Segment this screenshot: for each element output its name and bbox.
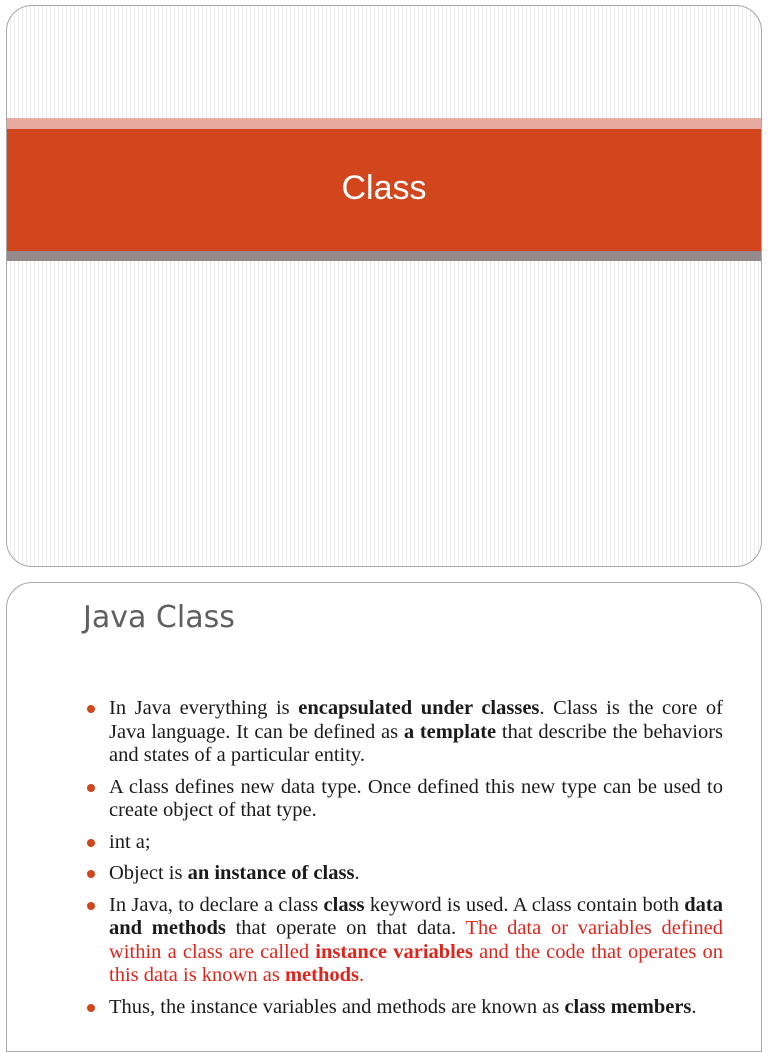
bullet-list — [87, 697, 723, 1027]
bullet-dot-icon — [87, 784, 95, 792]
bold-text: class — [323, 893, 365, 916]
bullet-item — [87, 894, 723, 988]
bold-text: instance variables — [315, 940, 473, 963]
bullet-dot-icon — [87, 839, 95, 847]
bullet-item — [87, 996, 723, 1020]
text-segment: keyword is used. A class contain both — [364, 893, 685, 916]
text-segment: A class defines new data type. Once defined this new type can be used to create object of that type. — [109, 775, 723, 821]
title-slide — [6, 5, 762, 567]
title-band-bottom-stripe — [7, 251, 761, 261]
slide-title: Class — [341, 168, 427, 207]
bullet-item — [87, 862, 723, 886]
bullet-item — [87, 831, 723, 855]
text-segment: The data or variables defined within a class are called — [109, 917, 723, 963]
slide-heading: Java Class — [83, 600, 235, 635]
content-slide — [6, 582, 762, 1052]
bullet-dot-icon — [87, 1004, 95, 1012]
bold-text: data and methods — [109, 893, 723, 939]
bold-text: encapsulated under classes — [298, 697, 540, 719]
bold-text: a template — [403, 720, 497, 743]
bold-text: an instance of class — [187, 862, 355, 884]
bold-text: methods — [284, 964, 359, 986]
text-segment: In Java everything is — [109, 697, 299, 719]
text-segment: . — [691, 995, 697, 1018]
text-segment: that operate on that data. — [225, 917, 466, 939]
text-segment: and the code that operates on this data is known as — [109, 940, 723, 986]
text-segment: int a; — [109, 830, 151, 853]
text-segment: . Class is the core of Java language. It can be defined as — [109, 697, 724, 743]
bullet-item — [87, 776, 723, 823]
text-segment: that describe the behaviors and states of a particular entity. — [109, 720, 723, 766]
bullet-dot-icon — [87, 705, 95, 713]
title-band-top-stripe — [7, 118, 761, 129]
bullet-dot-icon — [87, 902, 95, 910]
bullet-dot-icon — [87, 870, 95, 878]
text-segment: . — [359, 964, 365, 986]
text-segment: . — [354, 862, 360, 884]
text-segment: Thus, the instance variables and methods are known as — [109, 995, 565, 1018]
text-segment: Object is — [109, 862, 188, 884]
bold-text: class members — [564, 995, 692, 1018]
text-segment: In Java, to declare a class — [109, 893, 324, 916]
bullet-item — [87, 697, 723, 768]
